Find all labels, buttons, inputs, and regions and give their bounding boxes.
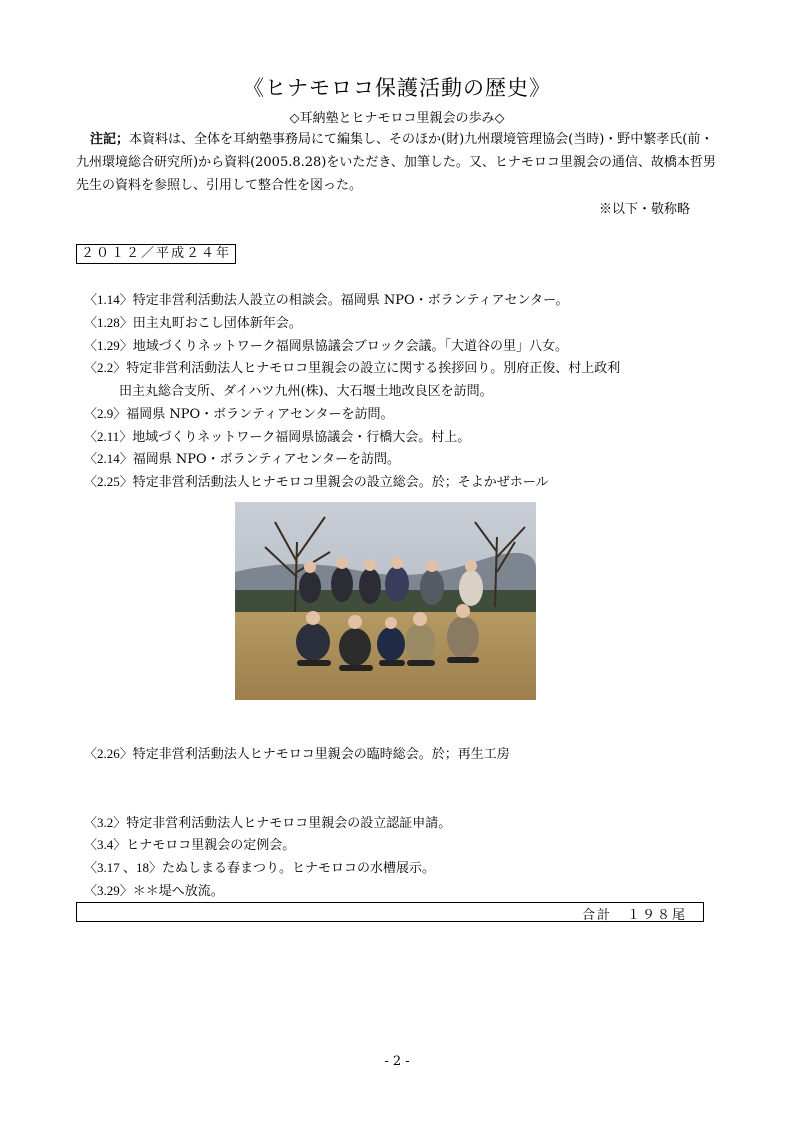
event-date: 〈2.25〉 (84, 474, 133, 489)
event-text: 田主丸町おこし団体新年会。 (132, 316, 302, 331)
event-text: 特定非営利活動法人ヒナモロコ里親会の設立総会。於；そよかぜホール (132, 475, 549, 490)
total-count: 合計 １９８尾 (581, 908, 687, 923)
note-label: 注記； (90, 132, 130, 147)
event-date: 〈2.2〉 (84, 360, 127, 375)
event-date: 〈2.9〉 (84, 406, 127, 421)
page-number: - 2 - (384, 1054, 410, 1069)
event-text: 特定非営利活動法人ヒナモロコ里親会の臨時総会。於；再生工房 (132, 747, 510, 762)
event-entry (84, 357, 620, 376)
page-subtitle: ◇耳納塾とヒナモロコ里親会の歩み◇ (289, 111, 505, 126)
note-text: 本資料は、全体を耳納塾事務局にて編集し、そのほか(財)九州環境管理協会(当時)・野中繁孝氏(前・九州環境総合研究所)から資料(2005.8.28)をいただき、加筆した。又、ヒナモロコ里親会の通信、故橋本哲男先生の資料を参照し、引用して整合性を図った。 (76, 132, 716, 193)
event-entry (84, 812, 451, 831)
event-text: ＊＊堤へ放流。 (132, 884, 224, 899)
event-text: 特定非営利活動法人設立の相談会。福岡県 NPO・ボランティアセンター。 (132, 293, 569, 308)
event-entry (84, 403, 394, 422)
event-entry (84, 834, 295, 853)
event-entry-continued (119, 380, 493, 399)
event-entry (84, 880, 224, 899)
event-entry (84, 857, 435, 876)
event-entry (84, 743, 510, 762)
event-entry (84, 335, 568, 354)
event-text: 特定非営利活動法人ヒナモロコ里親会の設立に関する挨拶回り。別府正俊、村上政利 (126, 361, 621, 376)
event-date: 〈3.2〉 (84, 815, 127, 830)
year-header: ２０１２／平成２４年 (76, 244, 236, 264)
event-date: 〈1.29〉 (84, 338, 133, 353)
page-title: 《ヒナモロコ保護活動の歴史》 (243, 76, 551, 100)
event-entry (84, 426, 470, 445)
editorial-note (76, 128, 726, 197)
event-date: 〈2.11〉 (84, 429, 133, 444)
event-date: 〈3.4〉 (84, 837, 127, 852)
group-photo (235, 502, 536, 700)
event-entry (84, 289, 568, 308)
event-entry (84, 448, 400, 467)
event-text: 地域づくりネットワーク福岡県協議会ブロック会議。「大道谷の里」八女。 (132, 339, 569, 354)
event-date: 〈2.14〉 (84, 451, 133, 466)
event-text: 福岡県 NPO・ボランティアセンターを訪問。 (126, 407, 394, 422)
event-date: 〈2.26〉 (84, 746, 133, 761)
event-text: 福岡県 NPO・ボランティアセンターを訪問。 (132, 452, 400, 467)
event-entry (84, 312, 302, 331)
event-text: 地域づくりネットワーク福岡県協議会・行橋大会。村上。 (132, 430, 471, 445)
event-date: 〈1.14〉 (84, 292, 133, 307)
event-date: 〈3.17 、18〉 (84, 860, 163, 875)
total-box (76, 902, 704, 922)
event-text: たぬしまる春まつり。ヒナモロコの水槽展示。 (162, 861, 436, 876)
honorific-note: ※以下・敬称略 (598, 202, 690, 217)
event-date: 〈1.28〉 (84, 315, 133, 330)
event-date: 〈3.29〉 (84, 883, 133, 898)
event-text: 田主丸総合支所、ダイハツ九州(株)、大石堰土地改良区を訪問。 (119, 384, 493, 399)
event-entry (84, 471, 549, 490)
event-text: ヒナモロコ里親会の定例会。 (126, 838, 296, 853)
event-text: 特定非営利活動法人ヒナモロコ里親会の設立認証申請。 (126, 816, 452, 831)
